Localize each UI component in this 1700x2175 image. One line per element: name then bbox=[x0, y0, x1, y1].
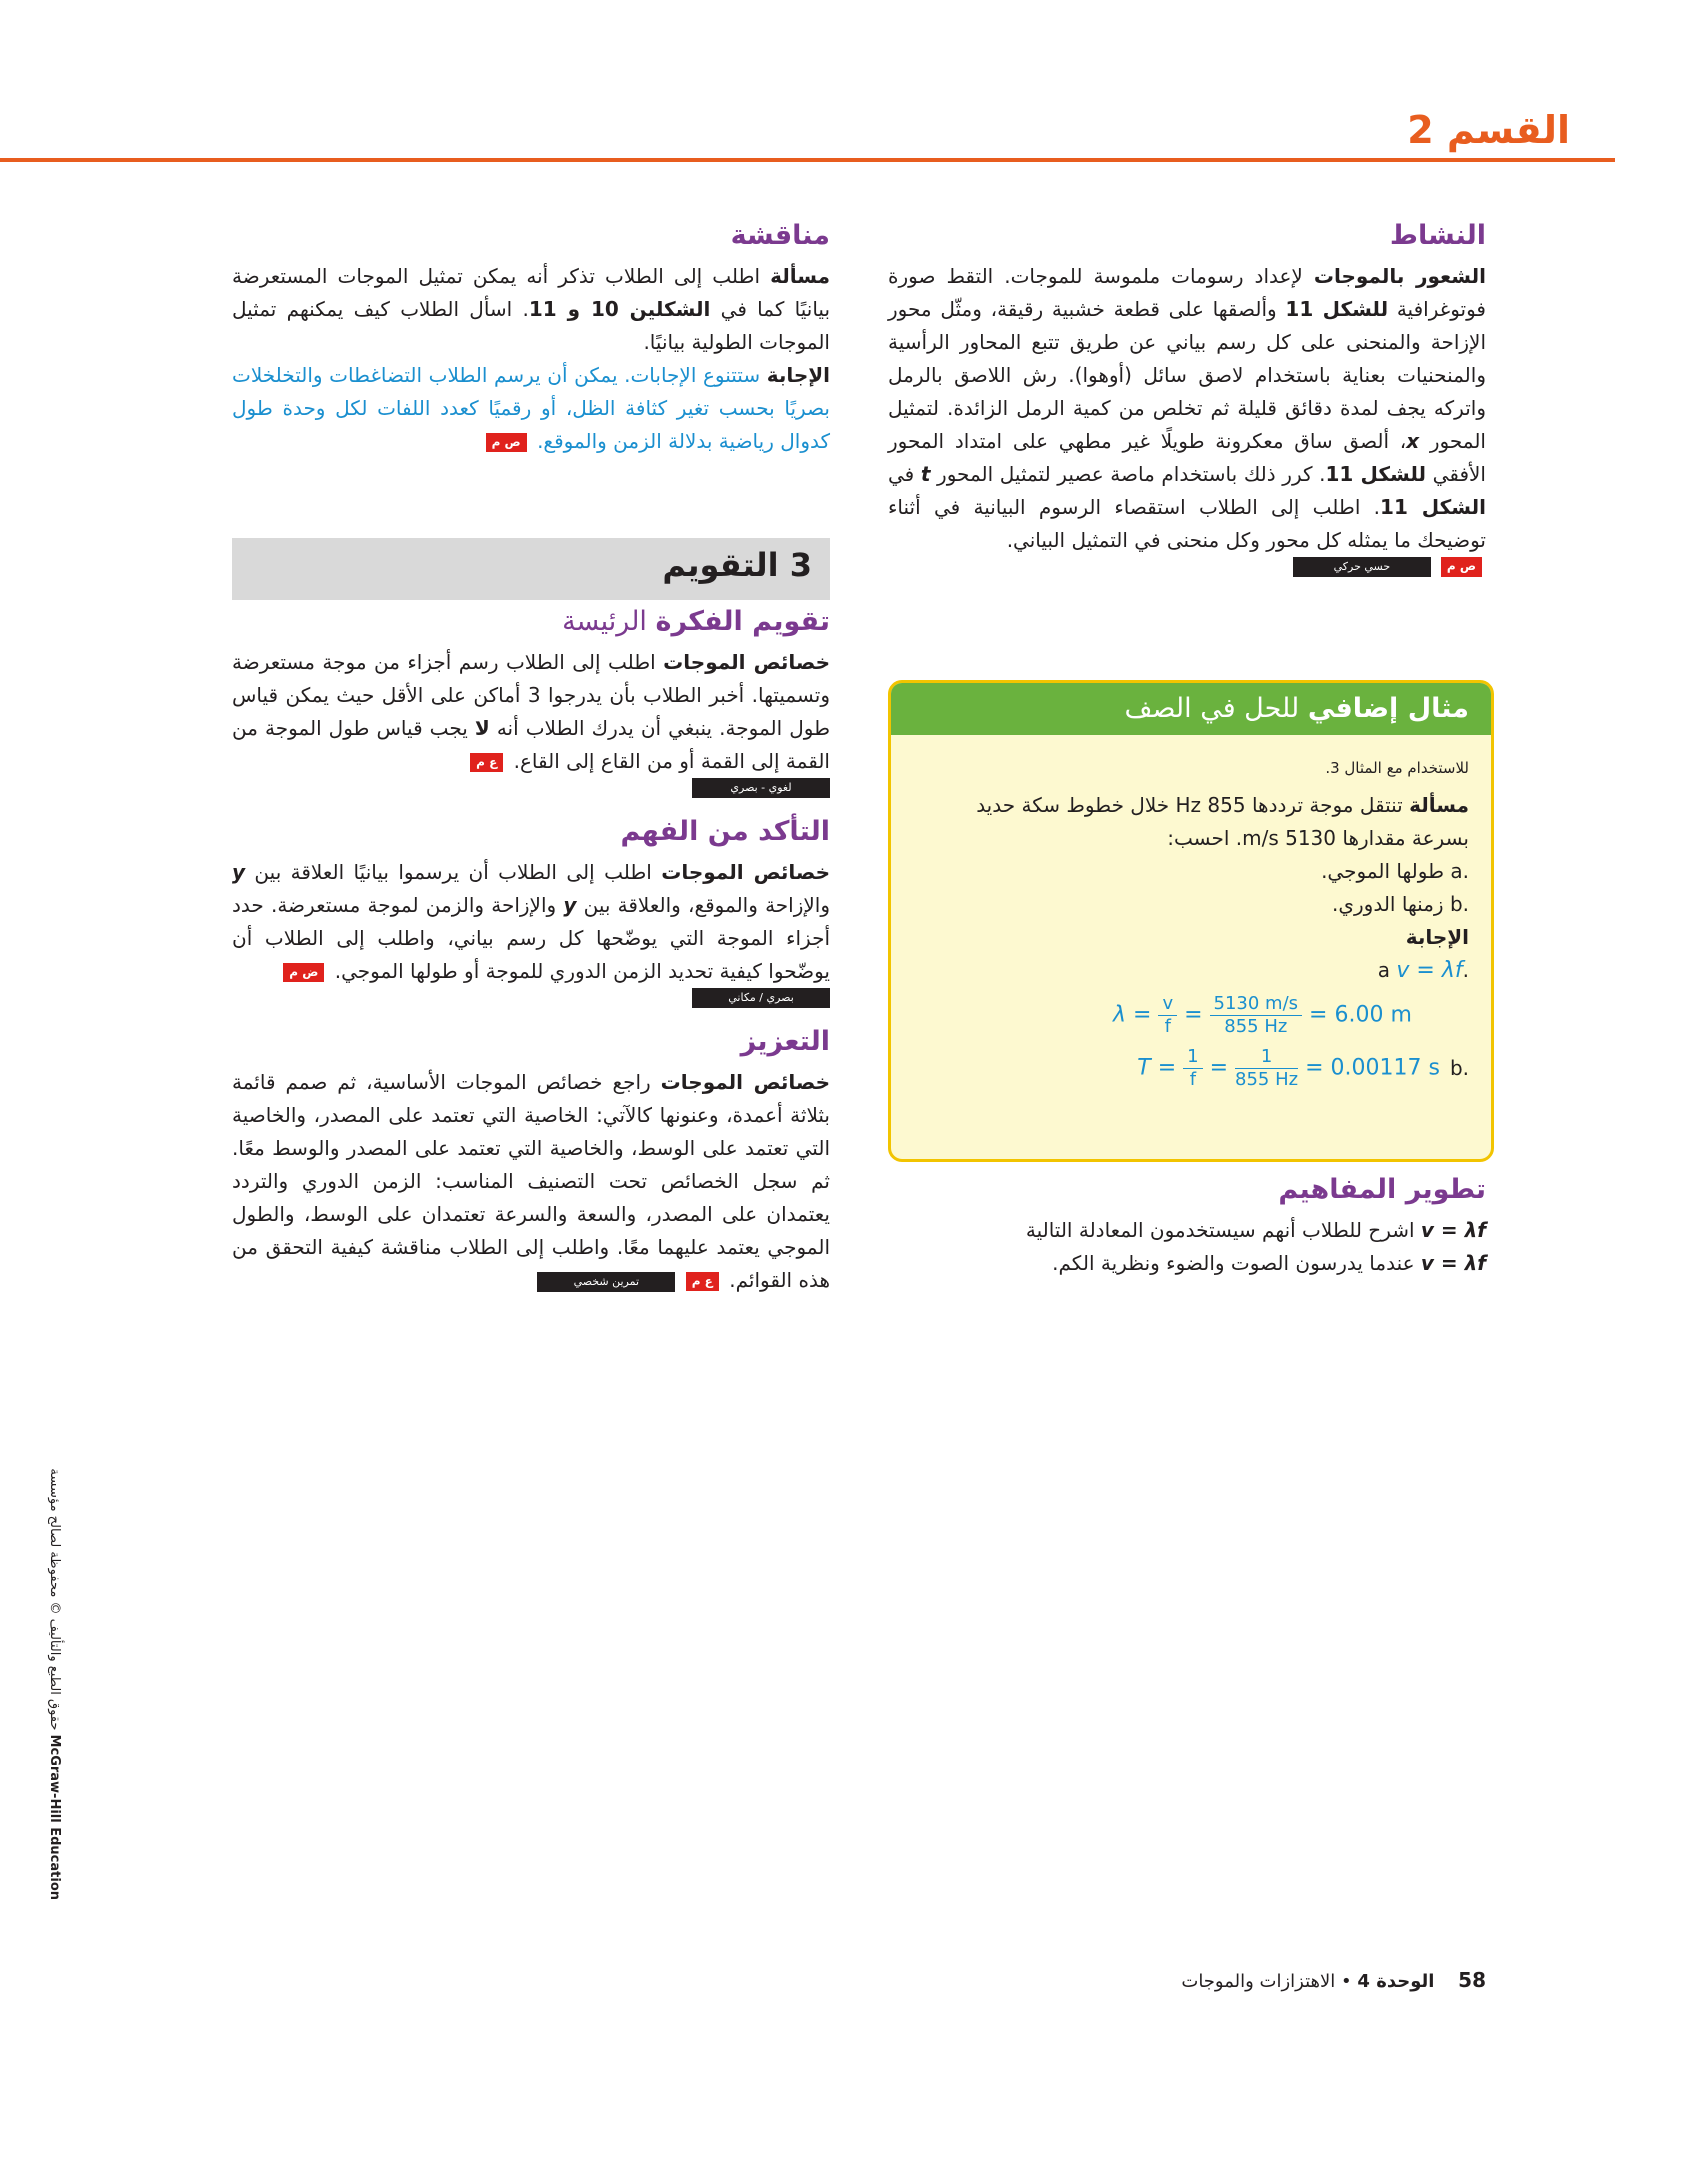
figure-ref: للشكل 11 bbox=[1325, 462, 1427, 486]
publisher-name: McGraw-Hill Education bbox=[47, 1734, 62, 1900]
discussion-text: . اسأل الطلاب كيف يمكنهم تمثيل الموجات الطولية بيانيًا. bbox=[232, 297, 830, 354]
activity-text: ، ألصق ساق معكرونة طويلًا غير مطهي على امتداد المحور الأفقي bbox=[888, 429, 1486, 486]
speed-over-frequency bbox=[1210, 993, 1303, 1038]
example-problem bbox=[913, 789, 1469, 855]
activity-text: . كرر ذلك باستخدام ماصة عصير لتمثيل المحور bbox=[930, 462, 1326, 486]
frac-num: 1 bbox=[1235, 1046, 1298, 1069]
lambda-lhs: λ = bbox=[1113, 1002, 1152, 1028]
emphasis: لا bbox=[474, 716, 490, 740]
level-tag: ض م bbox=[283, 963, 324, 982]
activity-text: وألصقها على قطعة خشبية رقيقة، ومثّل محور الإزاحة والمنحنى على كل رسم بياني عن طريق تتبع المحاور الرأسية والمنحنيات بعناية باستخدام لاصق سائل (أوهوا). رش اللاصق بالرمل واتركه يجف لمدة دقائق قليلة ثم تخلص من كمية الرمل الزائدة. لتمثيل المحور bbox=[888, 297, 1486, 453]
para-text: والإزاحة والزمن لموجة مستعرضة. حدد أجزاء الموجة التي يوضّحها كل رسم بياني، واطلب إلى الطلاب أن يوضّحوا كيفية تحديد الزمن الدوري للموجة أو طولها الموجي. bbox=[232, 893, 830, 983]
reinforce-heading: التعزيز bbox=[740, 1026, 830, 1057]
separator: • bbox=[1341, 1971, 1352, 1992]
one-over-frequency bbox=[1235, 1046, 1298, 1091]
discussion-answer bbox=[232, 359, 830, 458]
para-text: والإزاحة والموقع، والعلاقة بين bbox=[576, 893, 830, 917]
check-paragraph bbox=[232, 856, 830, 988]
wave-formula: v = λf bbox=[1396, 958, 1463, 983]
header-divider bbox=[0, 158, 1615, 162]
assessment-title: 3 التقويم bbox=[662, 546, 812, 584]
frac-num: v bbox=[1158, 993, 1177, 1016]
example-heading-bold: مثال إضافي bbox=[1307, 693, 1469, 724]
answer-a-row bbox=[913, 954, 1469, 987]
left-column bbox=[232, 218, 830, 458]
lead-bold: خصائص الموجات bbox=[663, 650, 830, 674]
concepts-line-1 bbox=[888, 1214, 1486, 1247]
unit-label: الوحدة 4 bbox=[1357, 1971, 1435, 1992]
frac-den: 855 Hz bbox=[1235, 1069, 1299, 1090]
answer-a-label: .a bbox=[1377, 958, 1469, 982]
figure-ref: الشكل 11 bbox=[1380, 495, 1486, 519]
para-text: يجب قياس طول الموجة من القمة إلى القمة أو من القاع إلى القاع. bbox=[232, 716, 830, 773]
answer-b-label: .b bbox=[1449, 1056, 1469, 1080]
formula: v = λf bbox=[1420, 1218, 1486, 1242]
problem-label: مسألة bbox=[770, 264, 830, 288]
variable-y: y bbox=[563, 893, 577, 917]
check-tags bbox=[232, 988, 830, 1008]
page-footer bbox=[1181, 1968, 1486, 1992]
assessment-banner bbox=[232, 538, 830, 600]
variable-x: x bbox=[1406, 429, 1420, 453]
activity-paragraph bbox=[888, 260, 1486, 557]
para-text: اطلب إلى الطلاب رسم أجزاء من موجة مستعرضة وتسميتها. أخبر الطلاب بأن يدرجوا 3 أماكن على الأقل حيث يمكن قياس طول الموجة. ينبغي أن يدرك الطلاب أنه bbox=[232, 650, 831, 740]
example-heading bbox=[891, 683, 1491, 735]
activity-text: في bbox=[888, 462, 921, 486]
additional-example-box bbox=[888, 680, 1494, 1162]
main-idea-heading bbox=[232, 604, 830, 640]
copyright-notice bbox=[47, 1380, 62, 1900]
level-tag: ع م bbox=[686, 1272, 719, 1291]
level-tag: ص م bbox=[1441, 557, 1482, 577]
variable-t: t bbox=[920, 462, 931, 486]
heading-bold: تقويم الفكرة bbox=[655, 606, 830, 637]
answer-label: الإجابة bbox=[1405, 925, 1469, 949]
activity-text: . اطلب إلى الطلاب استقصاء الرسوم البيانية في أثناء توضيحك ما يمثله كل محور وكل منحنى في التمثيل البياني. bbox=[888, 495, 1486, 552]
answer-text: ستتنوع الإجابات. يمكن أن يرسم الطلاب التضاغطات والتخلخلات بصريًا بحسب تغير كثافة الظل، أو رقميًا كعدد اللفات لكل وحدة طول كدوال رياضية بدلالة الزمن والموقع. bbox=[232, 363, 830, 453]
heading-rest: الرئيسة bbox=[562, 606, 656, 637]
level-tag: ع م bbox=[470, 753, 503, 772]
discussion-problem bbox=[232, 260, 830, 359]
frac-den: f bbox=[1189, 1069, 1197, 1090]
problem-label: مسألة bbox=[1409, 793, 1469, 817]
concepts-heading: تطوير المفاهيم bbox=[1278, 1174, 1486, 1205]
figure-ref: الشكلين 10 و 11 bbox=[528, 297, 711, 321]
part-a: .a طولها الموجي. bbox=[1321, 859, 1469, 883]
learning-style-tag: تمرين شخصي bbox=[537, 1272, 675, 1292]
one-over-f bbox=[1183, 1046, 1202, 1091]
activity-text: لإعداد رسومات ملموسة للموجات. التقط صورة فوتوغرافية bbox=[888, 264, 1486, 321]
lead-bold: خصائص الموجات bbox=[661, 860, 830, 884]
answer-label: الإجابة bbox=[766, 363, 830, 387]
frac-den: f bbox=[1164, 1016, 1171, 1037]
concepts-text: عندما يدرسون الصوت والضوء ونظرية الكم. bbox=[1052, 1251, 1421, 1275]
check-heading: التأكد من الفهم bbox=[620, 816, 830, 847]
concepts-text: اشرح للطلاب أنهم سيستخدمون المعادلة التالية bbox=[1025, 1218, 1421, 1242]
period-lhs: T = bbox=[1137, 1055, 1177, 1081]
formula: v = λf bbox=[1420, 1251, 1486, 1275]
lead-bold: خصائص الموجات bbox=[660, 1070, 830, 1094]
activity-tags bbox=[888, 557, 1486, 577]
frac-num: 5130 m/s bbox=[1210, 993, 1303, 1016]
page-number: 58 bbox=[1458, 1968, 1486, 1992]
frac-num: 1 bbox=[1183, 1046, 1202, 1069]
v-over-f bbox=[1158, 993, 1177, 1038]
activity-lead: الشعور بالموجات bbox=[1313, 264, 1486, 288]
discussion-heading: مناقشة bbox=[730, 220, 830, 251]
para-text: راجع خصائص الموجات الأساسية، ثم صمم قائمة بثلاثة أعمدة، وعنونها كالآتي: الخاصية التي تعتمد على المصدر، والخاصية التي تعتمد على الوسط، والخاصية التي تعتمد على المصدر والوسط معًا. ثم سجل الخصائص تحت التصنيف المناسب: الزمن الدوري والتردد يعتمدان على المصدر، والسعة والسرعة تعتمدان على الوسط، والطول الموجي يعتمد عليهما معًا. واطلب إلى الطلاب مناقشة كيفية التحقق من هذه القوائم. bbox=[232, 1070, 830, 1292]
learning-style-tag: بصري / مكاني bbox=[692, 988, 830, 1008]
main-idea-tags bbox=[232, 778, 830, 798]
period-result: = 0.00117 s bbox=[1305, 1055, 1440, 1081]
wavelength-equation: λ = $\frac{v}{f}$ = $\frac{5130 m/s}{855 Hz}$ = 6.00 m bbox=[1113, 993, 1412, 1037]
use-with-note: للاستخدام مع المثال 3. bbox=[1325, 759, 1469, 777]
unit-title: الاهتزازات والموجات bbox=[1181, 1971, 1336, 1992]
period-equation: T = $\frac{1}{f}$ = $\frac{1}{855 Hz}$ = 0.00117 s bbox=[1137, 1046, 1440, 1090]
reinforce-paragraph bbox=[232, 1066, 830, 1297]
wavelength-result: = 6.00 m bbox=[1309, 1002, 1412, 1028]
learning-style-tag: لغوي - بصري bbox=[692, 778, 830, 798]
main-idea-paragraph bbox=[232, 646, 830, 778]
activity-heading: النشاط bbox=[1389, 220, 1486, 251]
example-heading-rest: للحل في الصف bbox=[1124, 693, 1308, 724]
frac-den: 855 Hz bbox=[1224, 1016, 1288, 1037]
copyright-text: حقوق الطبع والتأليف © محفوظة لصالح مؤسسة bbox=[47, 1468, 62, 1731]
para-text: اطلب إلى الطلاب أن يرسموا بيانيًا العلاقة بين bbox=[245, 860, 662, 884]
part-b: .b زمنها الدوري. bbox=[1332, 892, 1469, 916]
concepts-line-2 bbox=[888, 1247, 1486, 1280]
problem-text: تنتقل موجة ترددها 855 Hz خلال خطوط سكة حديد بسرعة مقدارها 5130 m/s. احسب: bbox=[976, 793, 1469, 850]
answer-b-row bbox=[913, 1046, 1469, 1091]
level-tag: ص م bbox=[486, 433, 527, 452]
section-title: القسم 2 bbox=[1407, 108, 1570, 152]
variable-y: y bbox=[232, 860, 246, 884]
learning-style-tag: حسي حركي bbox=[1293, 557, 1431, 577]
figure-ref: للشكل 11 bbox=[1285, 297, 1389, 321]
assessment-section bbox=[232, 604, 830, 1297]
concepts-section bbox=[888, 1172, 1486, 1280]
discussion-text: اطلب إلى الطلاب تذكر أنه يمكن تمثيل الموجات المستعرضة بيانيًا كما في bbox=[232, 264, 831, 321]
right-column bbox=[888, 218, 1486, 577]
